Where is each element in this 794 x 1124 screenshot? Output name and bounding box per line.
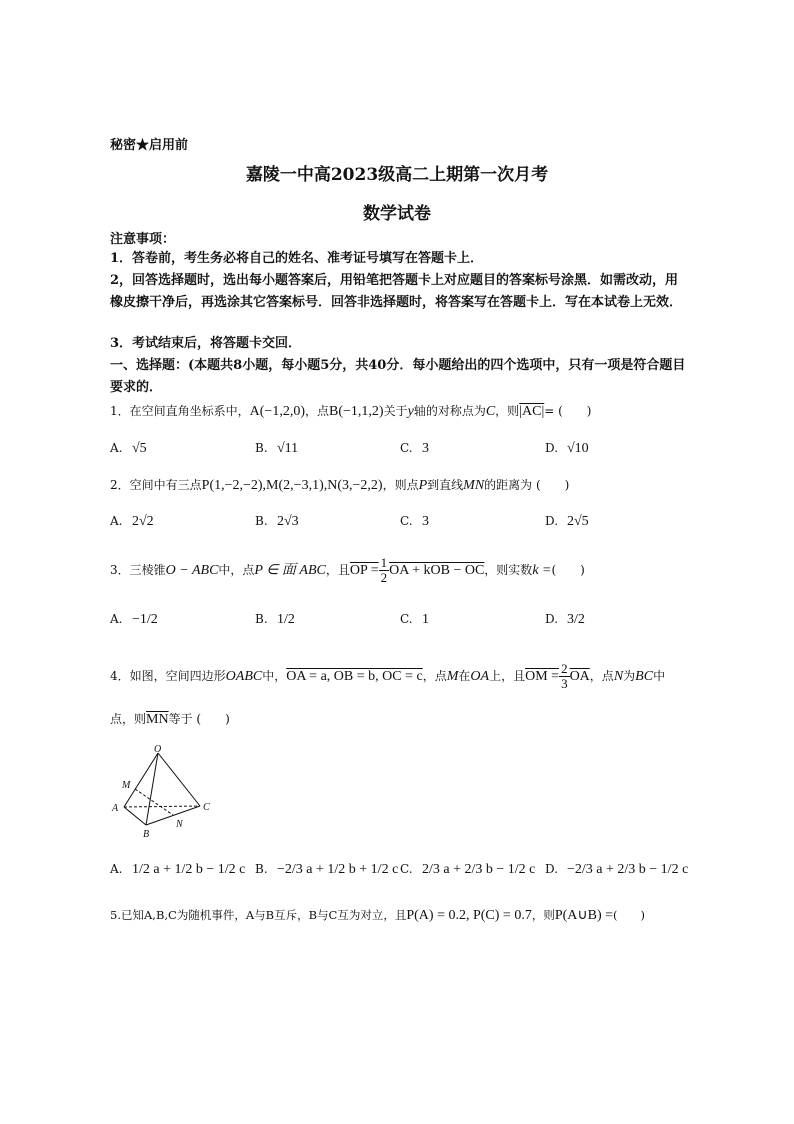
fig-label-b: B xyxy=(143,829,150,840)
q2-option-d[interactable]: D. 2√5 xyxy=(545,514,589,529)
q2-option-a[interactable]: A. 2√2 xyxy=(110,514,154,529)
question-4-line-2: 点，则$\overline{MN}$等于 ( ) xyxy=(110,712,230,727)
notice-item-3: 3．考试结束后，将答题卡交回． xyxy=(110,336,302,351)
q2-option-b[interactable]: B. 2√3 xyxy=(255,514,299,529)
notice-heading: 注意事项： xyxy=(110,232,176,247)
q1-option-d[interactable]: D. √10 xyxy=(545,441,589,456)
secret-label: 秘密★启用前 xyxy=(110,138,189,153)
fraction-half: $\frac{1}{2}$ xyxy=(380,555,388,585)
tetrahedron-figure xyxy=(110,745,215,840)
question-5: 5.已知A,B,C为随机事件，A与B互斥，B与C互为对立，且P(A) = 0.2, P(C) = 0.7，则P(A∪B) =( ) xyxy=(110,908,646,923)
q1-option-b[interactable]: B. √11 xyxy=(255,441,299,456)
question-3: 3．三棱锥O − ABC中，点P ∈ 面 ABC，且OP = $\frac{1}{2}$ OA + kOB − OC，则实数k =( ) xyxy=(110,555,585,585)
question-4: 4．如图，空间四边形OABC中，OA = a, OB = b, OC = c，点M在OA上，且OM = $\frac{2}{3}$ $\overline{OA}$，点N为BC中 xyxy=(110,661,666,691)
q2-option-c[interactable]: C. 3 xyxy=(400,514,429,529)
q4-option-c[interactable]: C. 2/3 a + 2/3 b − 1/2 c xyxy=(400,862,536,877)
fig-label-c: C xyxy=(203,802,210,813)
q3-option-d[interactable]: D. 3/2 xyxy=(545,612,585,627)
q4-option-b[interactable]: B. −2/3 a + 1/2 b + 1/2 c xyxy=(255,862,399,877)
notice-item-1: 1．答卷前，考生务必将自己的姓名、准考证号填写在答题卡上． xyxy=(110,251,484,266)
q3-option-a[interactable]: A. −1/2 xyxy=(110,612,158,627)
fig-label-n: N xyxy=(176,819,183,830)
fig-label-o: O xyxy=(154,745,162,755)
fig-label-m: M xyxy=(122,780,131,791)
exam-title: 嘉陵一中高2023级高二上期第一次月考 xyxy=(245,165,549,185)
q1-option-c[interactable]: C. 3 xyxy=(400,441,429,456)
q4-option-a[interactable]: A. 1/2 a + 1/2 b − 1/2 c xyxy=(110,862,246,877)
q4-option-d[interactable]: D. −2/3 a + 2/3 b − 1/2 c xyxy=(545,862,689,877)
exam-subject: 数学试卷 xyxy=(363,204,431,224)
question-1: 1．在空间直角坐标系中，A(−1,2,0)，点B(−1,1,2)关于y轴的对称点为C，则|AC|= ( ) xyxy=(110,404,592,419)
fig-label-a: A xyxy=(112,803,119,814)
notice-item-2: 2，回答选择题时，选出每小题答案后，用铅笔把答题卡上对应题目的答案标号涂黑．如需改动，用橡皮擦干净后，再选涂其它答案标号．回答非选择题时，将答案写在答题卡上．写在本试卷上无效． xyxy=(110,273,683,310)
q3-option-c[interactable]: C. 1 xyxy=(400,612,429,627)
q3-option-b[interactable]: B. 1/2 xyxy=(255,612,295,627)
question-2: 2．空间中有三点P(1,−2,−2),M(2,−3,1),N(3,−2,2)，则点P到直线MN的距离为 ( ) xyxy=(110,478,570,493)
section-heading: 一、选择题：(本题共8小题，每小题5分，共40分．每小题给出的四个选项中，只有一项是符合题目要求的． xyxy=(110,358,686,395)
q1-option-a[interactable]: A. √5 xyxy=(110,441,147,456)
fraction-two-thirds: $\frac{2}{3}$ xyxy=(561,661,568,691)
